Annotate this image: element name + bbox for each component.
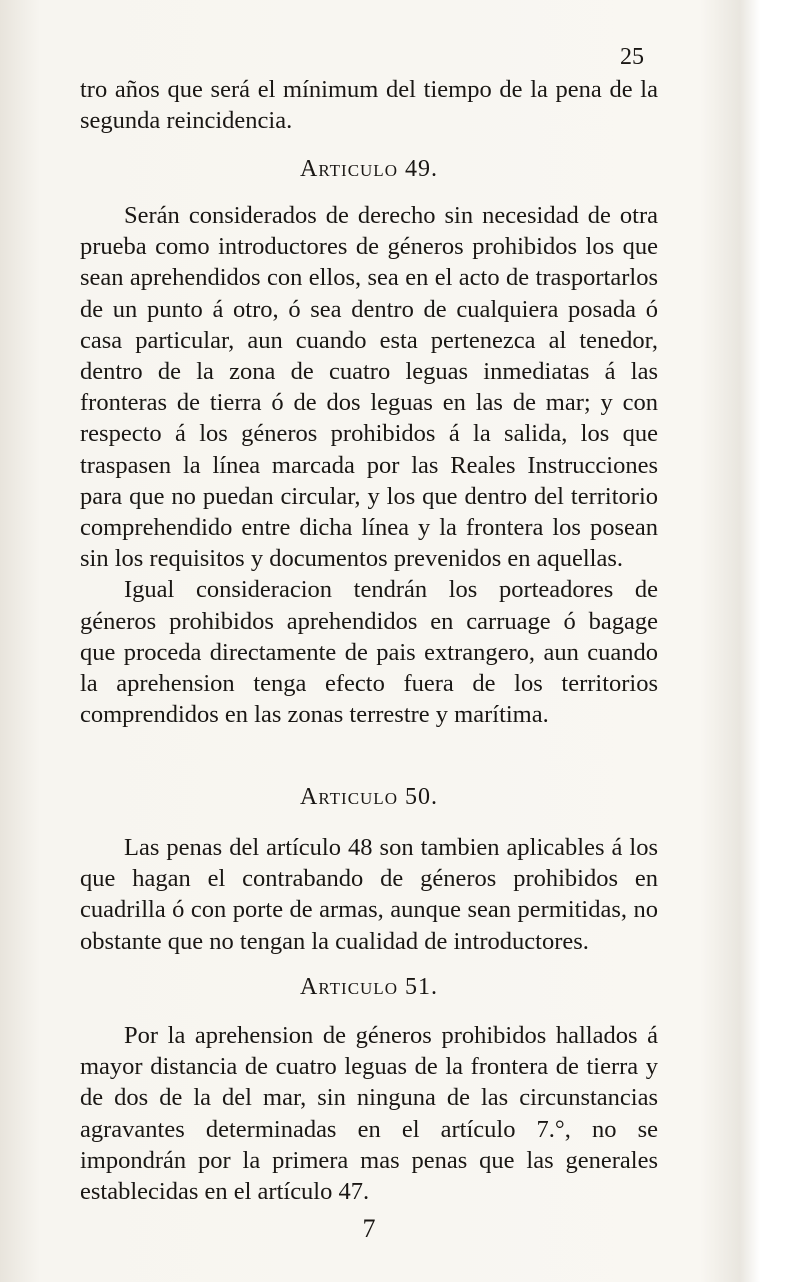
article-50-body (80, 832, 658, 957)
article-50-paragraph-1: Las penas del artículo 48 son tambien aplicables á los que hagan el contrabando de géneros prohibidos en cuadrilla ó con porte de armas, aunque sean permitidas, no obstante que no tengan la cualidad de introductores. (80, 834, 658, 955)
article-50-title: Articulo 50. (300, 784, 438, 810)
article-51-body (80, 1020, 658, 1207)
article-49-paragraph-2: Igual consideracion tendrán los porteadores de géneros prohibidos aprehendidos en carruage ó bagage que proceda directamente de pais extrangero, aun cuando la aprehension tenga efecto fuera de los territorios comprendidos en las zonas terrestre y marítima. (80, 576, 658, 729)
article-51-paragraph-1: Por la aprehension de géneros prohibidos hallados á mayor distancia de cuatro leguas de la frontera de tierra y de dos de la del mar, sin ninguna de las circunstancias agravantes determinadas en el artículo 7.°, no se impondrán por la primera mas penas que las generales establecidas en el artículo 47. (80, 1022, 658, 1206)
article-51-title: Articulo 51. (300, 974, 438, 1000)
continuation-text: tro años que será el mínimum del tiempo de la pena de la segunda reincidencia. (80, 76, 658, 135)
article-49-body (80, 200, 658, 730)
article-49-paragraph-1: Serán considerados de derecho sin necesidad de otra prueba como introductores de géneros prohibidos los que sean aprehendidos con ellos, sea en el acto de trasportarlos de un punto á otro, ó sea dentro de cualquiera posada ó casa particular, aun cuando esta pertenezca al tenedor, dentro de la zona de cuatro leguas inmediatas á las fronteras de tierra ó de dos leguas en las de mar; y con respecto á los géneros prohibidos á la salida, los que traspasen la línea marcada por las Reales Instrucciones para que no puedan circular, y los que dentro del territorio comprehendido entre dicha línea y la frontera los posean sin los requisitos y documentos prevenidos en aquellas. (80, 202, 658, 573)
article-49-title: Articulo 49. (300, 156, 438, 182)
signature-mark: 7 (362, 1214, 376, 1243)
continuation-paragraph (80, 74, 658, 136)
page-number: 25 (620, 44, 644, 70)
